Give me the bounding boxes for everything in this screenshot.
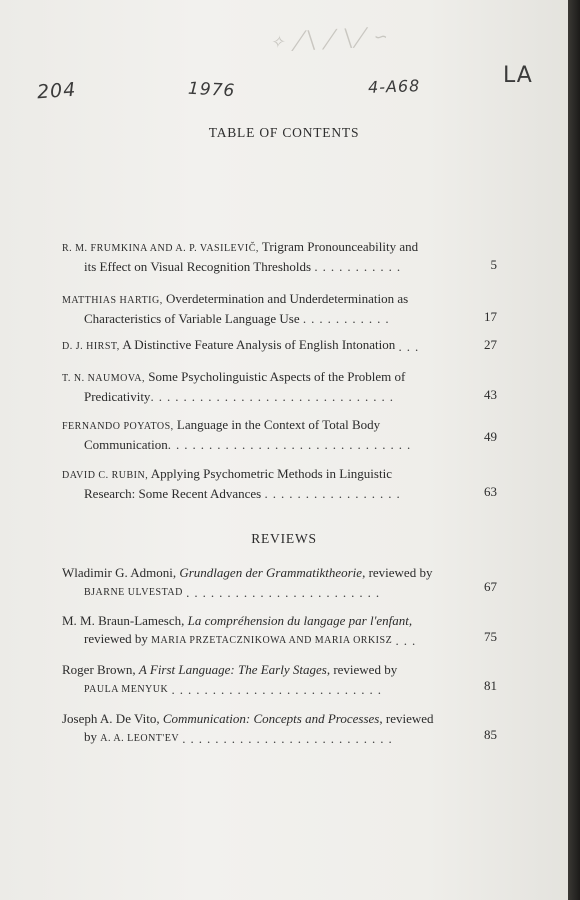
review-entry (62, 612, 497, 650)
dot-leader: ........................ (186, 585, 385, 600)
review-page-number: 81 (484, 678, 497, 693)
review-tail: , reviewed by (326, 662, 398, 677)
entry-title-line2: Communication (84, 437, 168, 452)
dot-leader: .............................. (150, 389, 398, 404)
entry-author: DAVID C. RUBIN, (62, 470, 149, 481)
review-reviewed-by: by (84, 729, 97, 744)
handwritten-code: 4-A68 (367, 76, 421, 97)
review-book-title: Communication: Concepts and Processes (162, 711, 380, 726)
dot-leader: .......................... (182, 731, 397, 746)
review-reviewer: BJARNE ULVESTAD (84, 587, 183, 598)
entry-author: T. N. NAUMOVA, (62, 373, 146, 384)
scanner-edge (568, 0, 580, 900)
toc-entry (62, 368, 497, 406)
handwritten-year: 1976 (187, 78, 236, 102)
review-book-title: La compréhension du langage par l'enfant, (187, 613, 413, 628)
page-title: TABLE OF CONTENTS (208, 125, 360, 140)
entry-title-line2: its Effect on Visual Recognition Thresholds (84, 259, 312, 274)
entry-page-number: 49 (484, 429, 497, 444)
review-reviewer: PAULA MENYUK (84, 684, 169, 695)
review-book-title: A First Language: The Early Stages (138, 662, 327, 677)
toc-entry (62, 290, 497, 328)
review-book-author: Joseph A. De Vito, (62, 711, 160, 726)
toc-entry (62, 465, 497, 503)
review-entry (62, 710, 497, 748)
entry-page-number: 5 (490, 257, 497, 272)
entry-page-number: 27 (484, 337, 497, 352)
review-book-author: Wladimir G. Admoni, (62, 565, 177, 580)
review-book-author: Roger Brown, (62, 662, 136, 677)
entry-page-number: 43 (484, 387, 497, 402)
entry-author: R. M. FRUMKINA AND A. P. VASILEVIČ, (62, 243, 259, 254)
entry-title-line1: Some Psycholinguistic Aspects of the Problem of (148, 369, 406, 384)
entry-page-number: 63 (484, 484, 497, 499)
dot-leader: .......................... (171, 682, 387, 697)
review-page-number: 85 (484, 727, 497, 742)
review-page-number: 67 (484, 579, 497, 594)
review-entry (62, 661, 497, 699)
entry-title-line1: Language in the Context of Total Body (176, 417, 381, 432)
dot-leader: ... (395, 633, 421, 648)
review-page-number: 75 (484, 629, 497, 644)
entry-title-line1: Applying Psychometric Methods in Linguistic (150, 466, 392, 481)
entry-author: D. J. HIRST, (62, 341, 120, 352)
entry-title-line1: A Distinctive Feature Analysis of English Intonation (122, 337, 396, 352)
entry-title-line2: Characteristics of Variable Language Use (84, 311, 300, 326)
entry-title-line1: Trigram Pronounceability and (261, 239, 419, 254)
handwritten-number-left: 204 (36, 78, 77, 104)
entry-title-line2: Predicativity (84, 389, 151, 404)
reviews-heading: REVIEWS (251, 531, 317, 546)
toc-entry (62, 416, 497, 454)
review-book-author: M. M. Braun-Lamesch, (62, 613, 185, 628)
dot-leader: ........... (302, 311, 394, 326)
toc-entry (62, 238, 497, 276)
review-reviewer: MARIA PRZETACZNIKOWA AND MARIA ORKISZ (151, 635, 393, 646)
dot-leader: ................. (264, 486, 405, 501)
entry-author: FERNANDO POYATOS, (62, 421, 174, 432)
review-tail: , reviewed by (362, 565, 433, 580)
review-reviewer: A. A. LEONT'EV (100, 733, 180, 744)
entry-page-number: 17 (484, 309, 497, 324)
dot-leader: ... (398, 339, 424, 354)
entry-title-line1: Overdetermination and Underdetermination as (165, 291, 409, 306)
dot-leader: .............................. (167, 437, 416, 452)
review-tail: , reviewed (379, 711, 434, 726)
review-book-title: Grundlagen der Grammatiktheorie (179, 565, 363, 580)
handwritten-corner-mark: LA (503, 63, 533, 88)
dot-leader: ........... (314, 259, 406, 274)
entry-author: MATTHIAS HARTIG, (62, 295, 163, 306)
entry-title-line2: Research: Some Recent Advances (84, 486, 262, 501)
bleed-through-text: ✧ ╱╲ ╱ ╲╱ ∽ (269, 26, 390, 53)
review-entry (62, 564, 497, 602)
toc-entry (62, 336, 497, 356)
review-reviewed-by: reviewed by (84, 631, 148, 646)
